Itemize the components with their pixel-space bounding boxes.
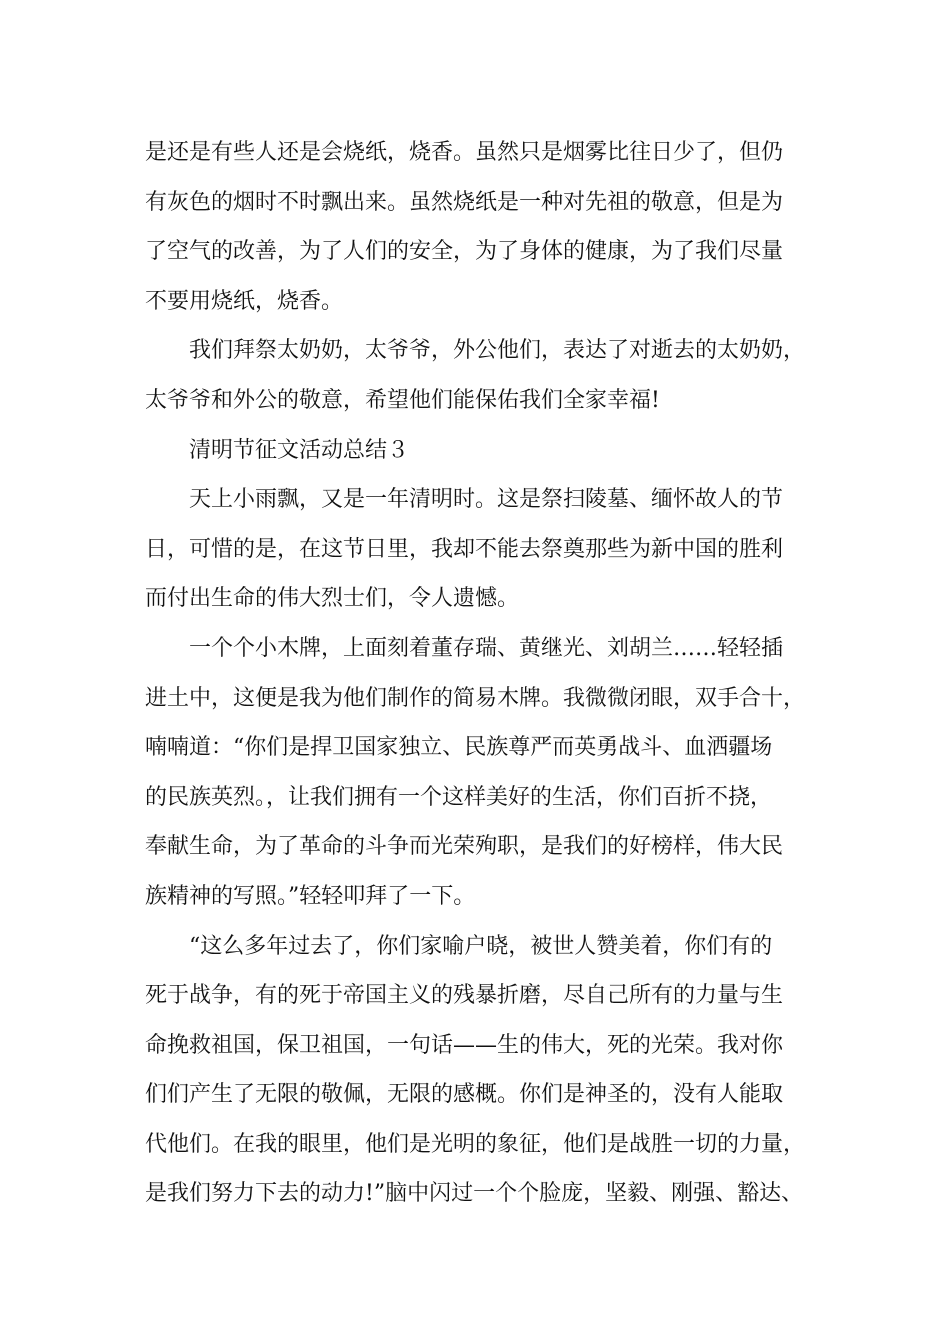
text-line: 而付出生命的伟大烈士们，令人遗憾。 xyxy=(145,586,520,612)
paragraph-first-line: 一个个小木牌，上面刻着董存瑞、黄继光、刘胡兰……轻轻插 xyxy=(189,635,784,661)
text-line: 日，可惜的是，在这节日里，我却不能去祭奠那些为新中国的胜利 xyxy=(145,536,784,562)
text-line: 喃喃道：“你们是捍卫国家独立、民族尊严而英勇战斗、血洒疆场 xyxy=(145,735,773,761)
text-line: 代他们。在我的眼里，他们是光明的象征，他们是战胜一切的力量， xyxy=(145,1131,806,1157)
text-line: 族精神的写照。”轻轻叩拜了一下。 xyxy=(145,883,476,909)
text-line: 了空气的改善，为了人们的安全，为了身体的健康，为了我们尽量 xyxy=(145,239,784,265)
text-line: 奉献生命，为了革命的斗争而光荣殉职，是我们的好榜样，伟大民 xyxy=(145,834,784,860)
text-line: 命挽救祖国，保卫祖国，一句话——生的伟大，死的光荣。我对你 xyxy=(145,1032,784,1058)
text-line: 进土中，这便是我为他们制作的简易木牌。我微微闭眼，双手合十， xyxy=(145,685,806,711)
text-line: 太爷爷和外公的敬意，希望他们能保佑我们全家幸福! xyxy=(145,387,660,413)
text-line: 们们产生了无限的敬佩，无限的感概。你们是神圣的，没有人能取 xyxy=(145,1082,784,1108)
text-line: 不要用烧纸，烧香。 xyxy=(145,288,344,314)
text-line: 死于战争，有的死于帝国主义的残暴折磨，尽自己所有的力量与生 xyxy=(145,983,784,1009)
text-line: 的民族英烈。，让我们拥有一个这样美好的生活，你们百折不挠， xyxy=(145,784,773,810)
document-body xyxy=(145,128,830,1219)
section-heading: 清明节征文活动总结３ xyxy=(189,437,410,463)
paragraph-first-line: 我们拜祭太奶奶，太爷爷，外公他们，表达了对逝去的太奶奶， xyxy=(189,338,806,364)
text-line: 是还是有些人还是会烧纸，烧香。虽然只是烟雾比往日少了，但仍 xyxy=(145,140,784,165)
text-line: 有灰色的烟时不时飘出来。虽然烧纸是一种对先祖的敬意，但是为 xyxy=(145,189,784,215)
paragraph-first-line: “这么多年过去了，你们家喻户晓，被世人赞美着，你们有的 xyxy=(189,933,773,959)
paragraph-first-line: 天上小雨飘，又是一年清明时。这是祭扫陵墓、缅怀故人的节 xyxy=(189,487,784,513)
text-line: 是我们努力下去的动力!”脑中闪过一个个脸庞，坚毅、刚强、豁达、 xyxy=(145,1181,804,1207)
